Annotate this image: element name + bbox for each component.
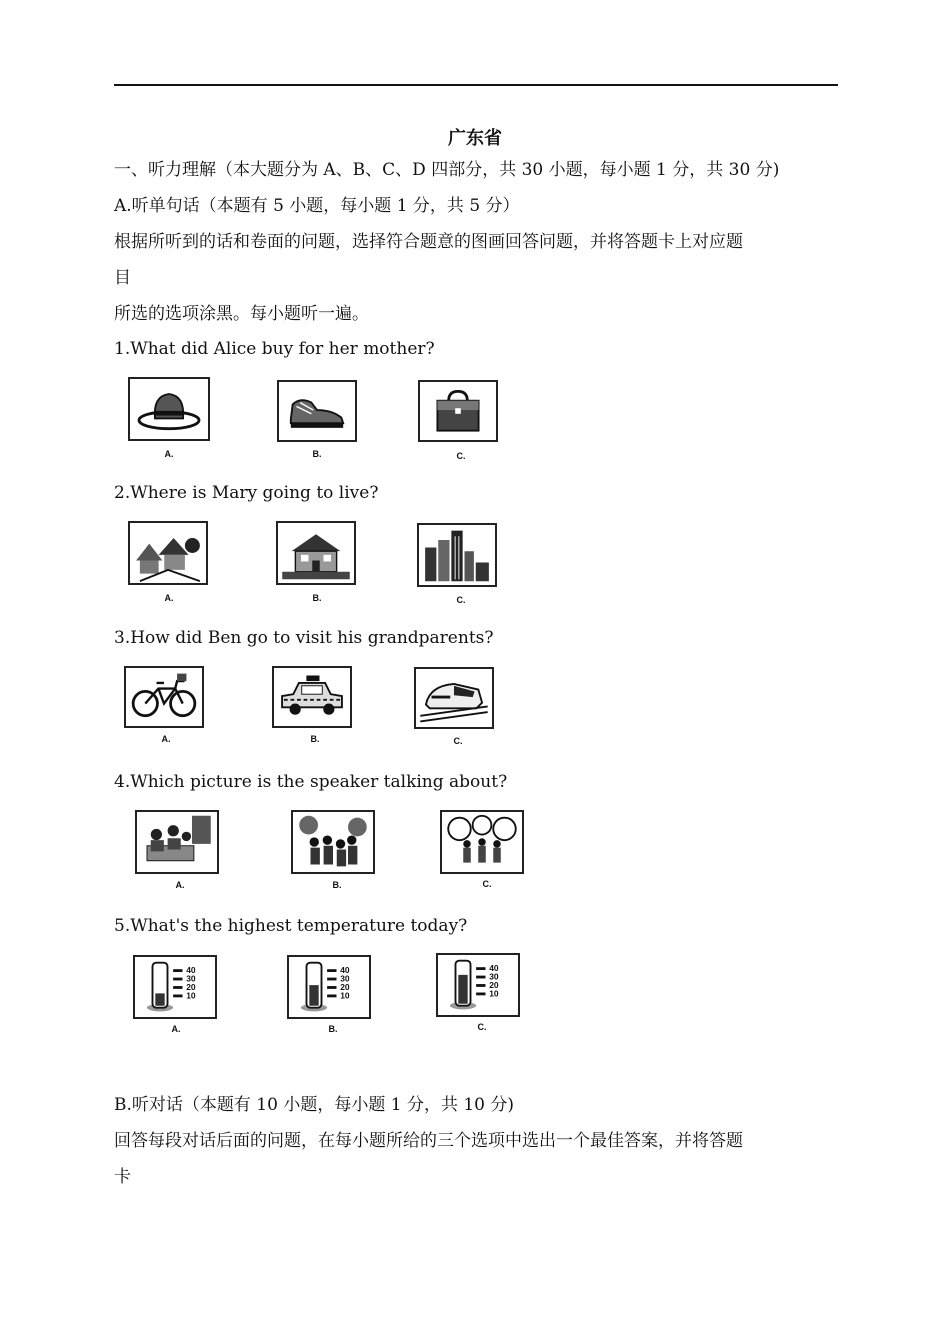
question-text: 1.What did Alice buy for her mother? xyxy=(114,339,435,359)
scale-tick-label: 10 xyxy=(489,988,499,999)
part-b-heading: B.听对话（本题有 10 小题，每小题 1 分，共 10 分) xyxy=(114,1095,515,1115)
scale-tick-label: 30 xyxy=(340,973,350,984)
option-picture xyxy=(277,380,357,442)
scale-tick-label: 20 xyxy=(489,979,499,990)
option-picture xyxy=(135,810,219,874)
page-title: 广东省 xyxy=(448,128,502,149)
scale-tick-label: 40 xyxy=(489,962,499,973)
question-text: 2.Where is Mary going to live? xyxy=(114,483,379,503)
taxi-icon xyxy=(274,668,350,726)
option-label: A. xyxy=(164,449,174,459)
option-label: B. xyxy=(310,734,320,744)
thermometer-icon xyxy=(135,957,215,1017)
option-label: B. xyxy=(312,449,322,459)
option-label: C. xyxy=(456,451,466,461)
part-b-instruction: 卡 xyxy=(114,1167,131,1187)
thermometer-icon xyxy=(289,957,369,1017)
option-label: C. xyxy=(456,595,466,605)
option-picture xyxy=(287,955,371,1019)
scale-tick-label: 10 xyxy=(340,990,350,1001)
option-label: C. xyxy=(453,736,463,746)
option-label: B. xyxy=(332,880,342,890)
option-picture xyxy=(417,523,497,587)
village-icon xyxy=(130,523,206,583)
option-picture xyxy=(124,666,204,728)
street-crowd-icon xyxy=(293,812,373,872)
scale-tick-label: 10 xyxy=(186,990,196,1001)
thermometer-icon xyxy=(438,955,518,1015)
question-text: 3.How did Ben go to visit his grandparents? xyxy=(114,628,494,648)
sneaker-icon xyxy=(279,382,355,440)
part-a-instruction: 所选的选项涂黑。每小题听一遍。 xyxy=(114,304,369,324)
park-people-icon xyxy=(442,812,522,872)
option-label: A. xyxy=(161,734,171,744)
question-text: 5.What's the highest temperature today? xyxy=(114,916,468,936)
scale-tick-label: 20 xyxy=(186,981,196,992)
option-picture xyxy=(414,667,494,729)
option-picture xyxy=(133,955,217,1019)
part-a-instruction: 目 xyxy=(114,268,131,288)
section-heading: 一、听力理解（本大题分为 A、B、C、D 四部分，共 30 小题，每小题 1 分，共 30 分) xyxy=(114,160,780,180)
option-label: B. xyxy=(328,1024,338,1034)
part-a-instruction: 根据所听到的话和卷面的问题，选择符合题意的图画回答问题，并将答题卡上对应题 xyxy=(114,232,743,252)
option-label: A. xyxy=(175,880,185,890)
handbag-icon xyxy=(420,382,496,440)
option-label: C. xyxy=(477,1022,487,1032)
house-icon xyxy=(278,523,354,583)
scale-tick-label: 20 xyxy=(340,981,350,992)
option-picture xyxy=(128,521,208,585)
option-label: B. xyxy=(312,593,322,603)
option-picture xyxy=(291,810,375,874)
indoor-scene-icon xyxy=(137,812,217,872)
train-icon xyxy=(416,669,492,727)
option-label: C. xyxy=(482,879,492,889)
top-rule xyxy=(114,84,838,86)
scale-tick-label: 30 xyxy=(186,973,196,984)
part-b-instruction: 回答每段对话后面的问题，在每小题所给的三个选项中选出一个最佳答案，并将答题 xyxy=(114,1131,743,1151)
option-picture xyxy=(272,666,352,728)
option-label: A. xyxy=(171,1024,181,1034)
option-picture xyxy=(128,377,210,441)
option-picture xyxy=(436,953,520,1017)
scale-tick-label: 30 xyxy=(489,971,499,982)
hat-icon xyxy=(130,379,208,439)
scale-tick-label: 40 xyxy=(186,964,196,975)
option-label: A. xyxy=(164,593,174,603)
bicycle-icon xyxy=(126,668,202,726)
option-picture xyxy=(440,810,524,874)
scale-tick-label: 40 xyxy=(340,964,350,975)
city-buildings-icon xyxy=(419,525,495,585)
question-text: 4.Which picture is the speaker talking about? xyxy=(114,772,508,792)
option-picture xyxy=(418,380,498,442)
option-picture xyxy=(276,521,356,585)
part-a-heading: A.听单句话（本题有 5 小题，每小题 1 分，共 5 分） xyxy=(114,196,520,216)
